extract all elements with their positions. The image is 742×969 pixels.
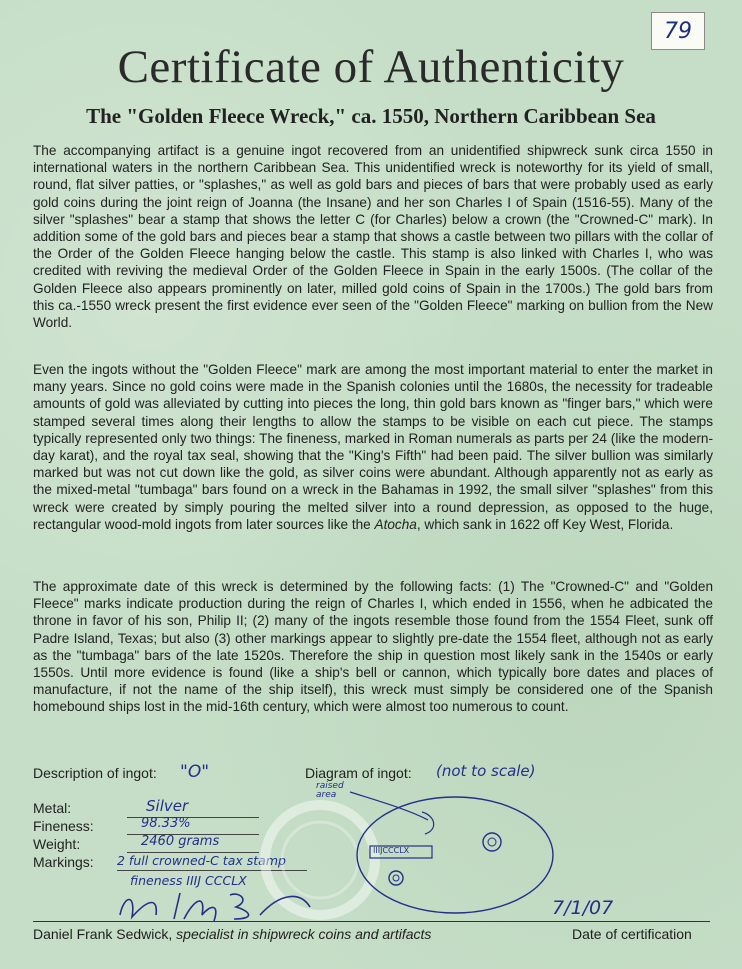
metal-label: Metal: xyxy=(33,800,72,816)
description-label: Description of ingot: xyxy=(33,765,157,781)
paragraph-ingot-importance xyxy=(33,361,713,533)
raised-area-note: raised area xyxy=(316,781,344,800)
diagram-stamp-text: IIIJCCCLX xyxy=(373,846,410,855)
diagram-label: Diagram of ingot: xyxy=(305,765,412,781)
paragraph-wreck-date: The approximate date of this wreck is determined by the following facts: (1) The "Crowned-C" and "Golden Fleece" marks indicate production during the reign of Charles I, which ended in 1556, when he adbicated the throne in favor of his son, Philip II; (2) many of the ingots resemble those found from the 1554 Fleet, sunk off Padre Island, Texas; but also (3) other markings appear to slightly pre-date the 1554 fleet, although not as early as the "tumbaga" bars of the late 1520s. Therefore the ship in question most likely sank in the 1540s or early 1550s. Until more evidence is found (like a ship's bell or cannon, which typically bore dates and places of manufacture, if not the name of the ship itself), this wreck must simply be considered one of the Spanish homebound ships lost in the mid-16th century, which were almost too numerous to count. xyxy=(33,579,713,715)
paragraph-ingot-importance-text: Even the ingots without the "Golden Fleece" mark are among the most important material to enter the market in many years. Since no gold coins were made in the Spanish colonies until the 1680s, the necessity for tradeable amounts of gold was alleviated by cutting into pieces the long, thin gold bars known as "finger bars," which were stamped several times along their lengths to allow the stamps to be visible on each cut piece. The stamps typically represented only two things: The fineness, marked in Roman numerals as parts per 24 (like the modern-day karat), and the royal tax seal, showing that the "King's Fifth" had been paid. The silver bullion was similarly marked but was not cut down like the gold, as silver coins were abundant. Although apparently not as early as the mixed-metal "tumbaga" bars found on a wreck in the Bahamas in 1992, the small silver "splashes" from this wreck were created by simply pouring the melted silver into a round depression, as opposed to the huge, rectangular wood-mold ingots from later sources like the xyxy=(33,362,713,532)
markings-value-line1: 2 full crowned-C tax stamp xyxy=(117,853,286,868)
fineness-value: 98.33% xyxy=(141,816,191,831)
weight-label: Weight: xyxy=(33,836,81,852)
markings-value-line2: fineness IIIJ CCCLX xyxy=(130,873,247,888)
fineness-label: Fineness: xyxy=(33,818,94,834)
certification-date-value: 7/1/07 xyxy=(552,897,614,919)
certificate-subtitle: The "Golden Fleece Wreck," ca. 1550, Northern Caribbean Sea xyxy=(86,104,656,128)
atocha-ship-name: Atocha xyxy=(374,516,417,532)
signer-name: Daniel Frank Sedwick, xyxy=(33,926,177,942)
signer-info xyxy=(33,926,431,942)
date-of-certification-label: Date of certification xyxy=(572,926,692,942)
certificate-title: Certificate of Authenticity xyxy=(117,41,625,93)
ingot-diagram xyxy=(330,780,560,920)
paragraph-wreck-description: The accompanying artifact is a genuine ingot recovered from an unidentified shipwreck sunk circa 1550 in international waters in the northern Caribbean Sea. This unidentified wreck is noteworthy for its yield of small, round, flat silver patties, or "splashes," as well as gold bars and pieces of bars that were probably used as early gold coins during the joint reign of Joanna (the Insane) and her son Charles I of Spain (1516-55). Many of the silver "splashes" bear a stamp that shows the letter C (for Charles) below a crown (the "Crowned-C" mark). In addition some of the gold bars and pieces bear a stamp that shows a castle between two pillars with the collar of the Order of the Golden Fleece hanging below the castle. This stamp is also linked with Charles I, who was credited with reviving the medieval Order of the Golden Fleece in Spain in the early 1500s. (The collar of the Golden Fleece also appears prominently on later, milled gold coins of Spain in the 1700s.) The gold bars from this ca.-1550 wreck present the first evidence ever seen of the "Golden Fleece" marking on bullion from the New World. xyxy=(33,143,713,331)
paragraph-ingot-importance-end: , which sank in 1622 off Key West, Florida. xyxy=(416,516,674,532)
markings-label: Markings: xyxy=(33,854,94,870)
weight-value: 2460 grams xyxy=(141,834,220,849)
metal-value: Silver xyxy=(146,797,189,815)
signer-role: specialist in shipwreck coins and artifacts xyxy=(176,926,432,942)
description-value: "O" xyxy=(180,762,210,782)
signature-line xyxy=(33,921,710,922)
certificate-number: 79 xyxy=(651,12,705,50)
signature xyxy=(110,885,330,925)
diagram-note: (not to scale) xyxy=(436,762,536,780)
